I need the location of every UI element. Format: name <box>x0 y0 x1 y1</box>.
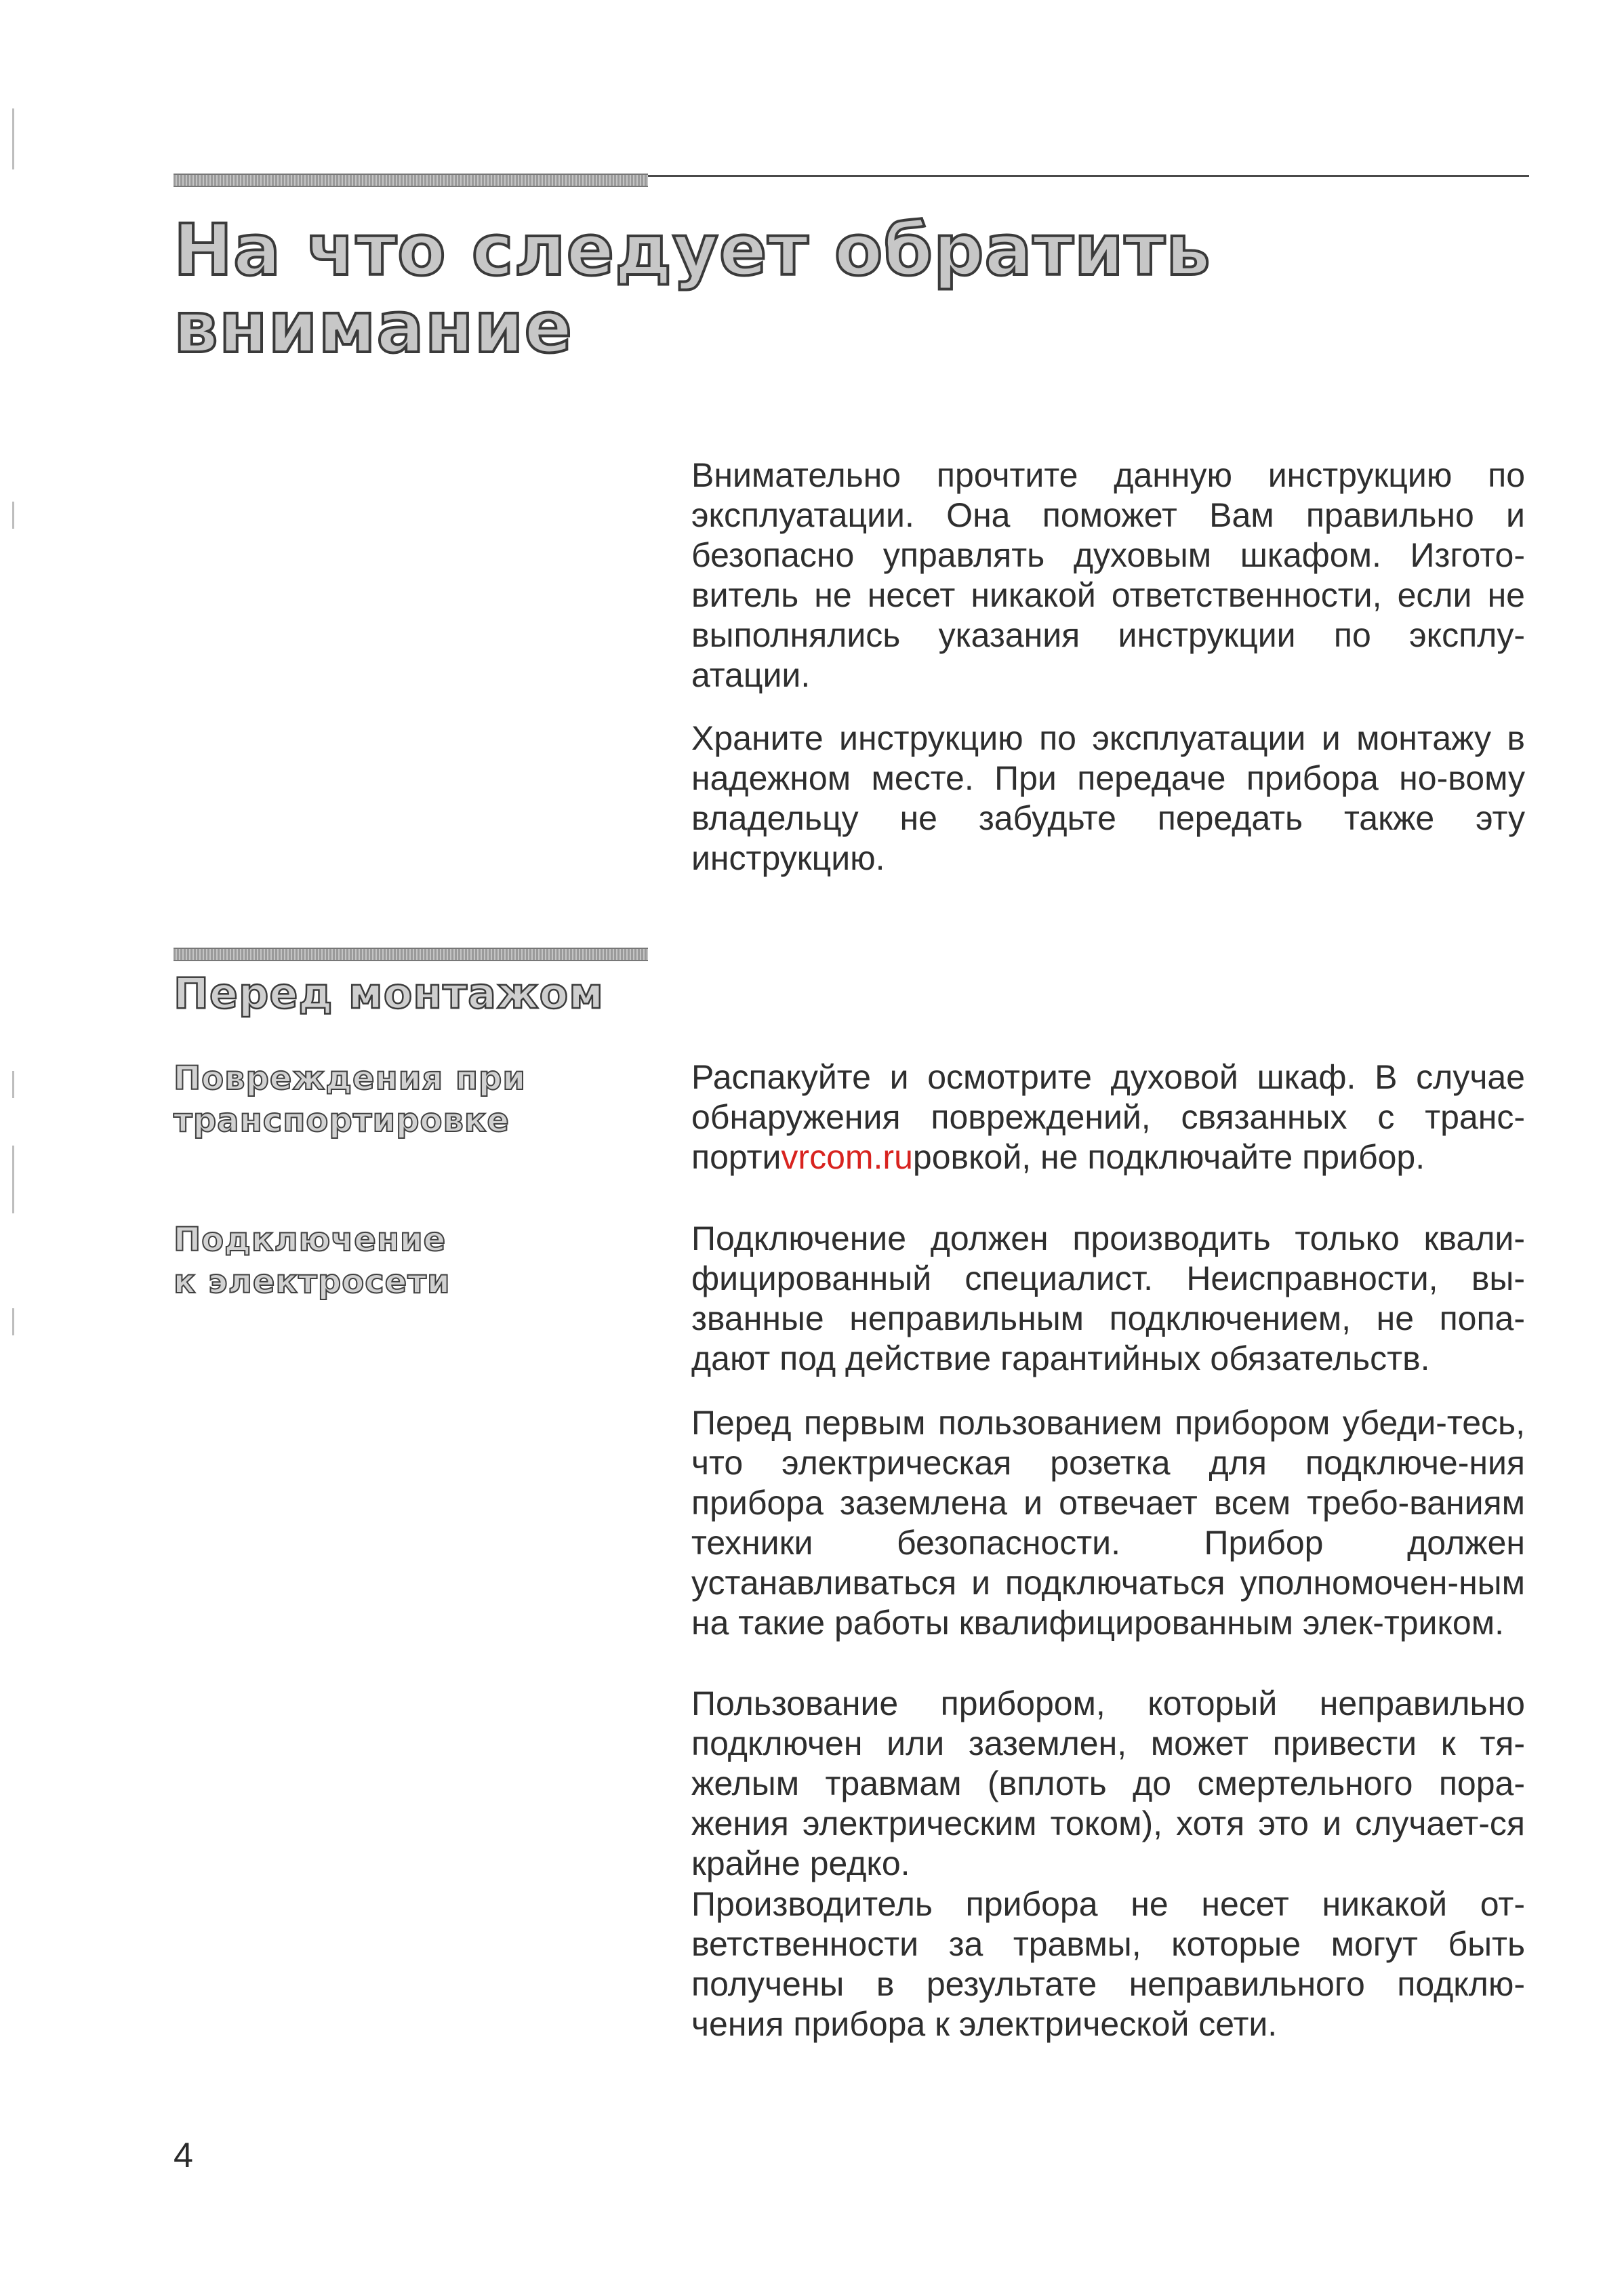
margin-mark <box>12 108 14 169</box>
margin-mark <box>12 502 14 529</box>
margin-mark <box>12 1071 14 1098</box>
electric-paragraph-4: Производитель прибора не несет никакой от-ветственности за травмы, которые могут быть получены в результате неправильного подклю-чения прибора к электрической сети. <box>691 1885 1525 2043</box>
electric-paragraph-2: Перед первым пользованием прибором убеди-тесь, что электрическая розетка для подключе-ния прибора заземлена и отвечает всем требо-ваниям техники безопасности. Прибор должен устанавливаться и подключаться уполномочен-ным на такие работы квалифицированным элек-триком. <box>691 1404 1525 1642</box>
margin-mark <box>12 1308 14 1335</box>
transport-text-after: ровкой, не подключайте прибор. <box>912 1138 1425 1176</box>
electric-paragraph-1: Подключение должен производить только квали-фицированный специалист. Неисправности, вы-званные неправильным подключением, не попа-дают под действие гарантийных обязательств. <box>691 1219 1525 1377</box>
transport-paragraph <box>691 1057 1525 1177</box>
transport-text-before: Распакуйте и осмотрите духовой шкаф. В случае обнаружения повреждений, связанных с транс-порти <box>691 1058 1525 1176</box>
main-title <box>174 209 1258 369</box>
header-rule-thin <box>648 175 1529 177</box>
electric-heading <box>174 1219 662 1303</box>
main-title-line1: На что следует обратить <box>174 209 1211 291</box>
electric-paragraph-3: Пользование прибором, который неправильно подключен или заземлен, может привести к тя-желым травмам (вплоть до смертельного пора-жения электрическим током), хотя это и случает-ся крайне редко. <box>691 1684 1525 1882</box>
section-rule <box>174 948 648 961</box>
electric-heading-line2: к электросети <box>174 1263 451 1301</box>
section-title: Перед монтажом <box>174 969 604 1018</box>
intro-paragraph-2: Храните инструкцию по эксплуатации и монтажу в надежном месте. При передаче прибора но-вому владельцу не забудьте передать также эту инструкцию. <box>691 719 1525 877</box>
transport-heading-line1: Повреждения при <box>174 1059 527 1097</box>
transport-heading <box>174 1057 662 1142</box>
intro-paragraph-1: Внимательно прочтите данную инструкцию по эксплуатации. Она поможет Вам правильно и безопасно управлять духовым шкафом. Изгото-витель не несет никакой ответственности, если не выполнялись указания инструкции по эксплу-атации. <box>691 456 1525 694</box>
main-title-line2: внимание <box>174 286 573 369</box>
header-rule-thick <box>174 174 648 187</box>
page-number: 4 <box>174 2136 193 2175</box>
margin-mark <box>12 1146 14 1213</box>
electric-heading-line1: Подключение <box>174 1221 447 1259</box>
transport-heading-line2: транспортировке <box>174 1102 510 1139</box>
watermark-text: vrcom.ru <box>781 1138 913 1176</box>
